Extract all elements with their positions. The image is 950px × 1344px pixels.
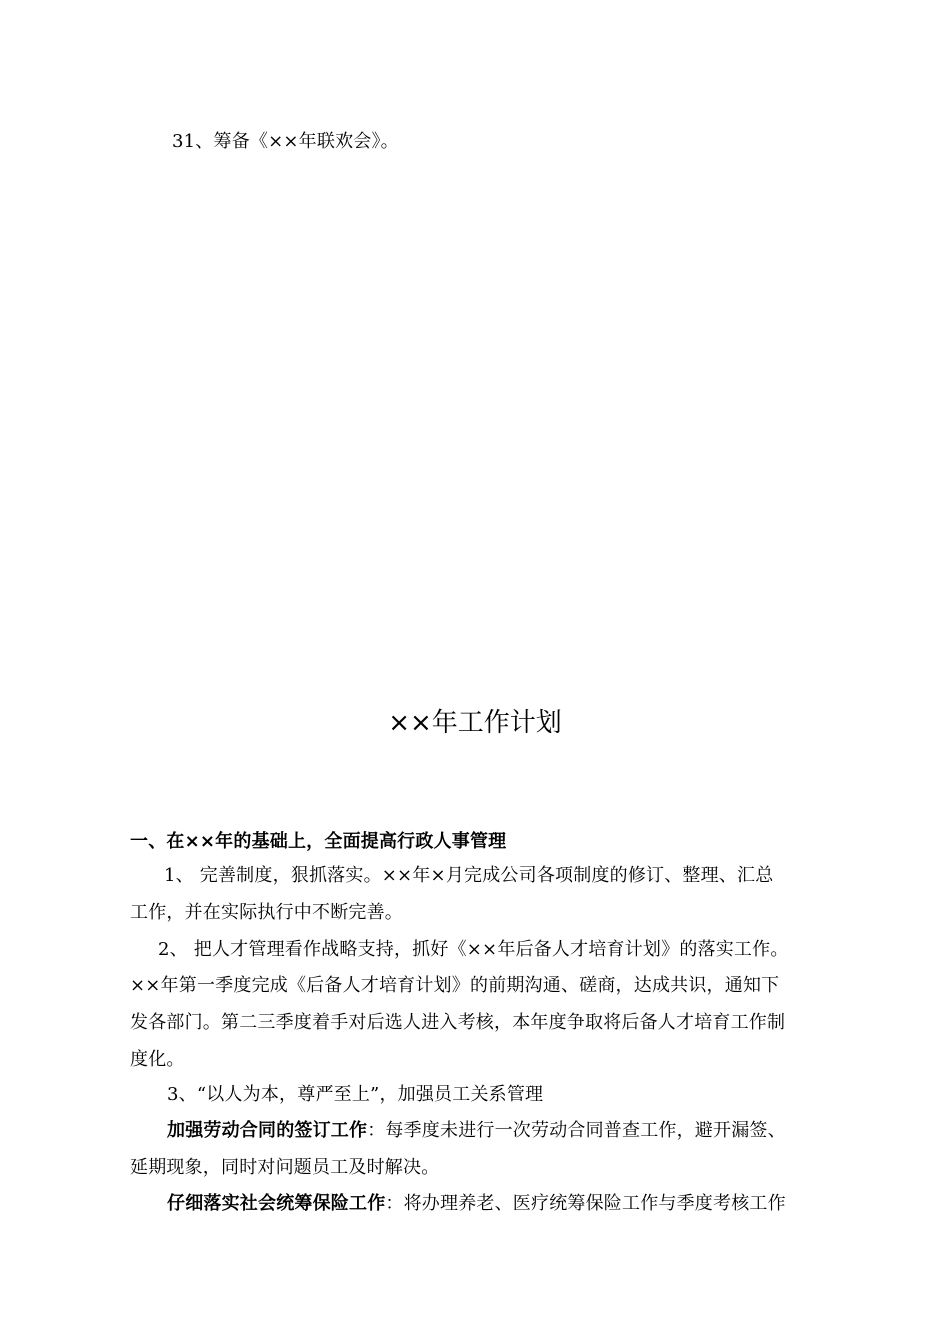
list-item-31: 31、筹备《××年联欢会》。 <box>172 131 399 152</box>
paragraph-contract-line2: 延期现象，同时对问题员工及时解决。 <box>130 1157 440 1178</box>
contract-label: 加强劳动合同的签订工作 <box>167 1120 368 1141</box>
contract-text: ：每季度未进行一次劳动合同普查工作，避开漏签、 <box>367 1120 786 1141</box>
section-heading: 一、在××年的基础上，全面提高行政人事管理 <box>130 831 507 852</box>
page-title: ××年工作计划 <box>388 708 562 738</box>
insurance-label: 仔细落实社会统筹保险工作 <box>167 1193 386 1214</box>
paragraph-item1-line1: 1、 完善制度，狠抓落实。××年×月完成公司各项制度的修订、整理、汇总 <box>164 865 774 886</box>
paragraph-item3: 3、“以人为本，尊严至上”，加强员工关系管理 <box>167 1084 544 1105</box>
paragraph-item2-line3: 发各部门。第二三季度着手对后选人进入考核，本年度争取将后备人才培育工作制 <box>130 1012 786 1033</box>
insurance-text: ：将办理养老、医疗统筹保险工作与季度考核工作 <box>385 1193 786 1214</box>
paragraph-insurance-line1 <box>167 1189 786 1215</box>
paragraph-contract-line1 <box>167 1116 786 1142</box>
paragraph-item1-line2: 工作，并在实际执行中不断完善。 <box>130 902 403 923</box>
paragraph-item2-line4: 度化。 <box>130 1049 185 1070</box>
paragraph-item2-line2: ××年第一季度完成《后备人才培育计划》的前期沟通、磋商，达成共识，通知下 <box>130 975 780 996</box>
paragraph-item2-line1: 2、 把人才管理看作战略支持，抓好《××年后备人才培育计划》的落实工作。 <box>158 939 789 960</box>
